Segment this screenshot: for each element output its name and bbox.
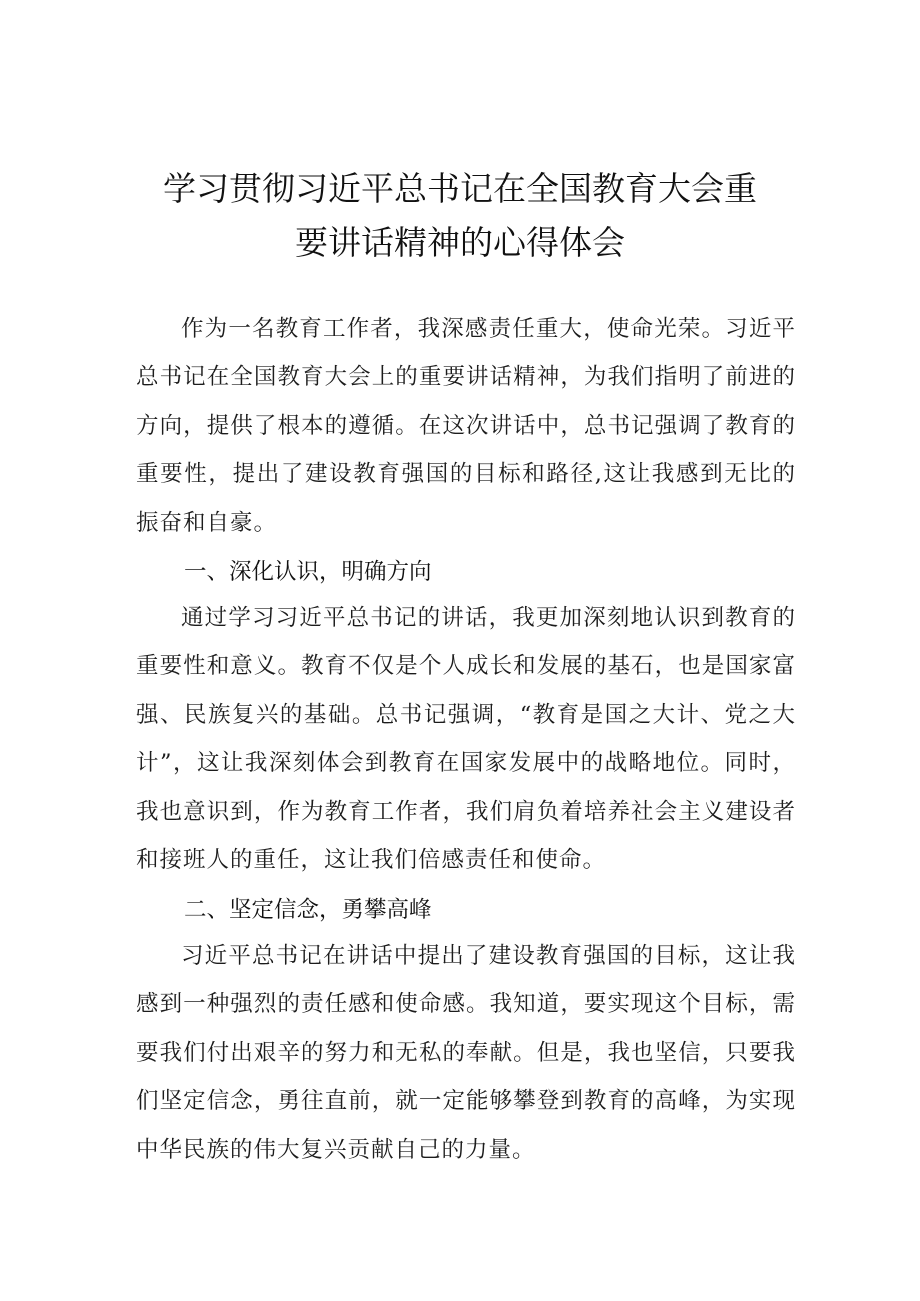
section-1-body: 通过学习习近平总书记的讲话，我更加深刻地认识到教育的重要性和意义。教育不仅是个人成长和发展的基石，也是国家富强、民族复兴的基础。总书记强调，“教育是国之大计、党之大计”，这让我深刻体会到教育在国家发展中的战略地位。同时，我也意识到，作为教育工作者，我们肩负着培养社会主义建设者和接班人的重任，这让我们倍感责任和使命。 — [136, 605, 796, 874]
section-2-heading: 二、坚定信念，勇攀高峰 — [184, 897, 432, 923]
document-title-line-1: 学习贯彻习近平总书记在全国教育大会重 — [163, 169, 757, 208]
intro-paragraph: 作为一名教育工作者，我深感责任重大，使命光荣。习近平总书记在全国教育大会上的重要讲话精神，为我们指明了前进的方向，提供了根本的遵循。在这次讲话中，总书记强调了教育的重要性，提出了建设教育强国的目标和路径,这让我感到无比的振奋和自豪。 — [136, 316, 796, 536]
document-title-line-2: 要讲话精神的心得体会 — [295, 223, 625, 262]
section-1-heading: 一、深化认识，明确方向 — [184, 559, 432, 585]
section-2-body: 习近平总书记在讲话中提出了建设教育强国的目标，这让我感到一种强烈的责任感和使命感。我知道，要实现这个目标，需要我们付出艰辛的努力和无私的奉献。但是，我也坚信，只要我们坚定信念，勇往直前，就一定能够攀登到教育的高峰，为实现中华民族的伟大复兴贡献自己的力量。 — [136, 943, 796, 1163]
